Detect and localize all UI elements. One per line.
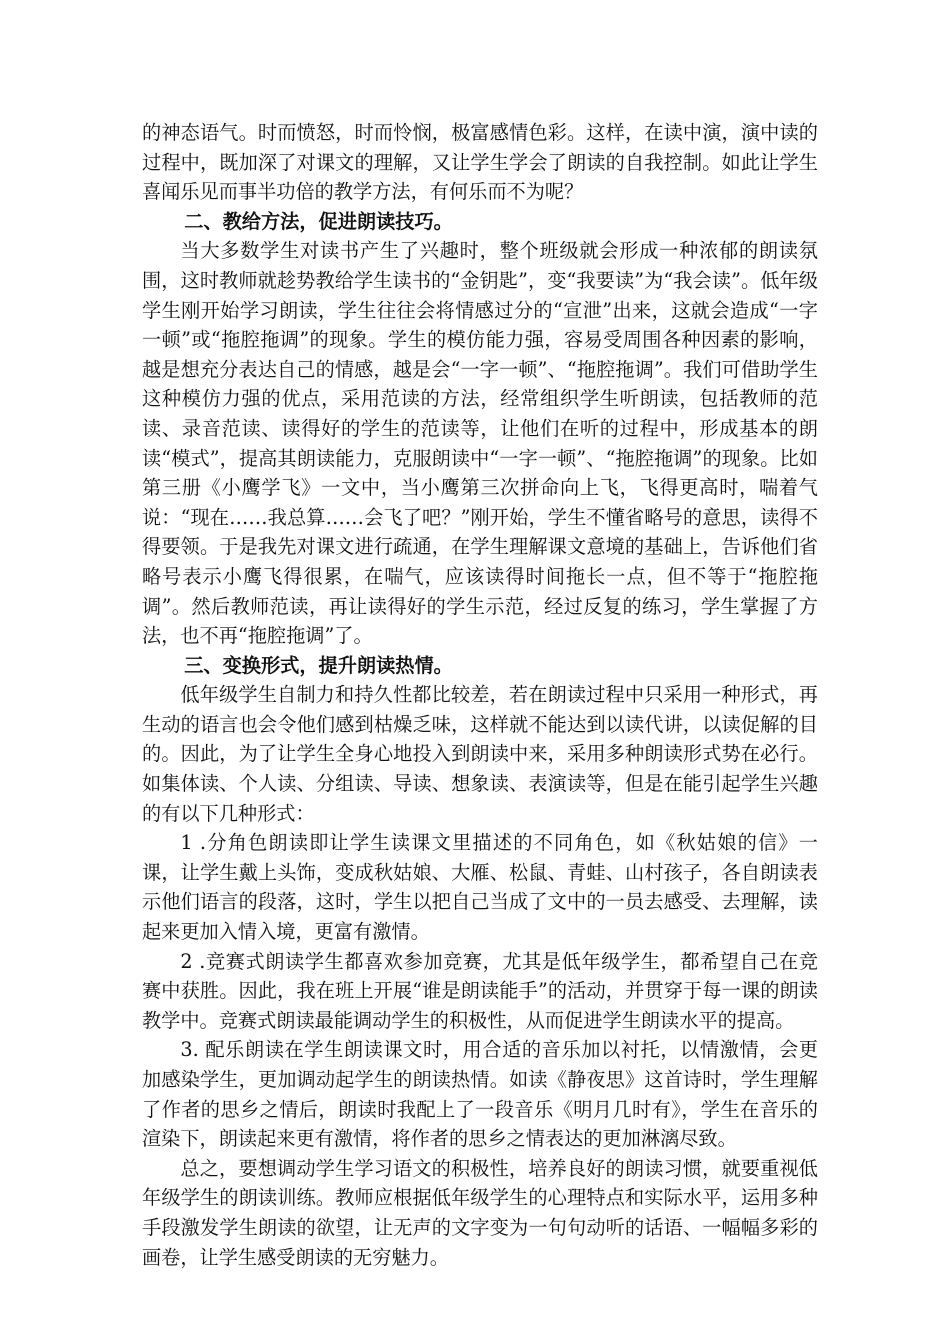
list-item-music-reading: 3. 配乐朗读在学生朗读课文时，用合适的音乐加以衬托，以情激情，会更加感染学生，更加调动起学生的朗读热情。如读《静夜思》这首诗时，学生理解了作者的思乡之情后，朗读时我配上了一段音乐《明月几时有》，学生在音乐的渲染下，朗读起来更有激情，将作者的思乡之情表达的更加淋漓尽致。 — [142, 1038, 818, 1151]
paragraph-method: 当大多数学生对读书产生了兴趣时，整个班级就会形成一种浓郁的朗读氛围，这时教师就趁势教给学生读书的“金钥匙”，变“我要读”为“我会读”。低年级学生刚开始学习朗读，学生往往会将情感过分的“宣泄”出来，这就会造成“一字一顿”或“拖腔拖调”的现象。学生的模仿能力强，容易受周围各种因素的影响，越是想充分表达自己的情感，越是会“一字一顿”、“拖腔拖调”。我们可借助学生这种模仿力强的优点，采用范读的方法，经常组织学生听朗读，包括教师的范读、录音范读、读得好的学生的范读等，让他们在听的过程中，形成基本的朗读“模式”，提高其朗读能力，克服朗读中“一字一顿”、“拖腔拖调”的现象。比如第三册《小鹰学飞》一文中，当小鹰第三次拼命向上飞，飞得更高时，喘着气说：“现在……我总算……会飞了吧？”刚开始，学生不懂省略号的意思，读得不得要领。于是我先对课文进行疏通，在学生理解课文意境的基础上，告诉他们省略号表示小鹰飞得很累，在喘气，应该读得时间拖长一点，但不等于“拖腔拖调”。然后教师范读，再让读得好的学生示范，经过反复的练习，学生掌握了方法，也不再“拖腔拖调”了。 — [142, 239, 818, 648]
paragraph-continuation: 的神态语气。时而愤怒，时而怜悯，极富感情色彩。这样，在读中演，演中读的过程中，既加深了对课文的理解，又让学生学会了朗读的自我控制。如此让学生喜闻乐见而事半功倍的教学方法，有何乐而不为呢？ — [142, 121, 818, 204]
list-item-role-reading: 1 .分角色朗读即让学生读课文里描述的不同角色，如《秋姑娘的信》一课，让学生戴上头饰，变成秋姑娘、大雁、松鼠、青蛙、山村孩子，各自朗读表示他们语言的段落，这时，学生以把自己当成了文中的一员去感受、去理解，读起来更加入情入境，更富有激情。 — [142, 831, 818, 944]
section-heading-3: 三、变换形式，提升朗读热情。 — [184, 653, 453, 677]
paragraph-conclusion: 总之，要想调动学生学习语文的积极性，培养良好的朗读习惯，就要重视低年级学生的朗读训练。教师应根据低年级学生的心理特点和实际水平，运用多种手段激发学生朗读的欲望，让无声的文字变为一句句动听的话语、一幅幅多彩的画卷，让学生感受朗读的无穷魅力。 — [142, 1156, 818, 1269]
section-heading-2: 二、教给方法，促进朗读技巧。 — [184, 209, 453, 233]
list-item-competition-reading: 2 .竞赛式朗读学生都喜欢参加竞赛，尤其是低年级学生，都希望自己在竞赛中获胜。因此，我在班上开展“谁是朗读能手”的活动，并贯穿于每一课的朗读教学中。竞赛式朗读最能调动学生的积极性，从而促进学生朗读水平的提高。 — [142, 949, 818, 1032]
paragraph-forms: 低年级学生自制力和持久性都比较差，若在朗读过程中只采用一种形式，再生动的语言也会令他们感到枯燥乏味，这样就不能达到以读代讲，以读促解的目的。因此，为了让学生全身心地投入到朗读中来，采用多种朗读形式势在必行。如集体读、个人读、分组读、导读、想象读、表演读等，但是在能引起学生兴趣的有以下几种形式： — [142, 683, 818, 825]
document-page — [142, 118, 818, 1272]
